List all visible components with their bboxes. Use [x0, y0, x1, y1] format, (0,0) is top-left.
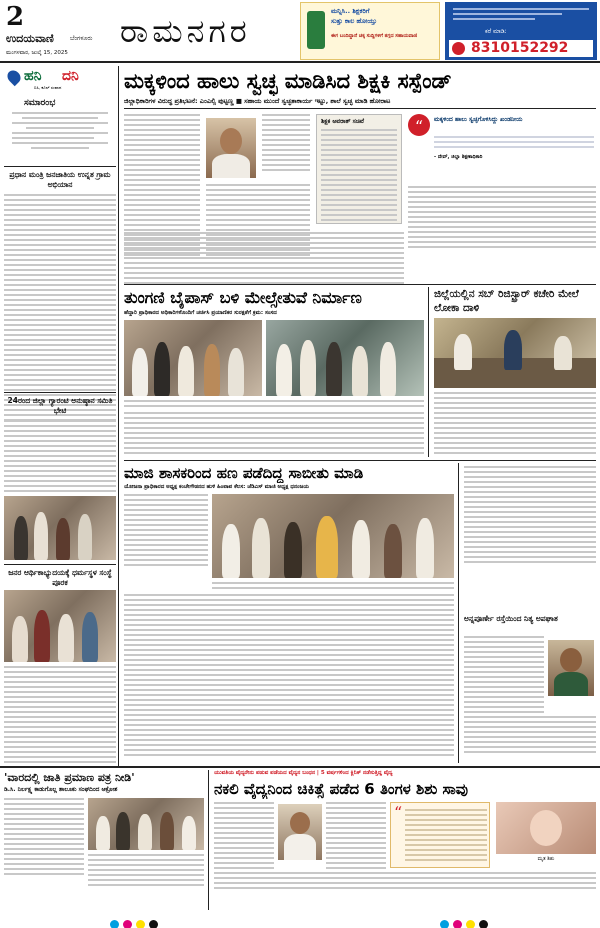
bypass-captions	[124, 400, 424, 410]
bypass-photo-2	[266, 320, 424, 396]
child-headline: ನಕಲಿ ವೈದ್ಯನಿಂದ ಚಿಕಿತ್ಸೆ ಪಡೆದ 6 ತಿಂಗಳ ಶಿಶು ಸಾವು	[214, 780, 468, 798]
caste-subhead: ಡಿ.ಸಿ. ನಿರ್ಲಕ್ಷ್ಯ ಕಾಡುಗೊಲ್ಲ ತಾಲೂಕು ಸಂಘದಿಂದ ಆಕ್ರೋಶ	[4, 786, 118, 793]
left-column	[4, 66, 116, 766]
phone-circle-icon	[452, 42, 465, 55]
bypass-body	[124, 412, 424, 457]
story3-body	[4, 666, 116, 766]
child-body-1	[214, 802, 274, 877]
nithya-headline: ಅನ್ನಪೂರ್ಣೇ ರಸ್ತೆಯಿಂದ ನಿತ್ಯ ಅಪಘಾತ	[464, 614, 558, 623]
nithya-portrait	[548, 640, 594, 696]
caste-headline: 'ವಾರದಲ್ಲಿ ಜಾತಿ ಪ್ರಮಾಣ ಪತ್ರ ನೀಡಿ'	[4, 771, 135, 784]
ad-phone-number: 8310152292	[471, 40, 569, 56]
nithya-body-2	[464, 716, 596, 756]
subregistrar-photo	[434, 318, 596, 388]
former-mla-headline: ಮಾಜಿ ಶಾಸಕರಿಂದ ಹಣ ಪಡೆದಿದ್ದ ಸಾಬೀತು ಮಾಡಿ	[124, 464, 364, 482]
lead-body-right	[408, 186, 596, 251]
quote-text: ಮಕ್ಕಳಿಂದ ಹಾಲು ಸ್ವಚ್ಛಗೊಳಿಸಿದ್ದು ಖಂಡನೀಯ	[434, 116, 523, 123]
registration-marks	[110, 914, 162, 928]
ad-call-label: ಕರೆ ಮಾಡಿ:	[485, 28, 507, 35]
former-mla-body-left	[124, 494, 208, 569]
child-body-3	[214, 872, 596, 892]
caste-body-2	[88, 854, 204, 889]
box-label: ಶಿಕ್ಷಕ ಅವರಾತ್ ಸಚಿವೆ	[321, 118, 364, 125]
caste-body-1	[4, 798, 84, 878]
ad-line-1: ಮನ್ನಿಸಿ.. ಶಿಕ್ಷಕರಿಗೆ	[331, 7, 370, 15]
quote-author: - ದೇವ್, ಜಿಲ್ಲಾ ಶಿಕ್ಷಣಾಧಿಕಾರಿ	[434, 154, 483, 160]
honey-logo	[4, 66, 116, 92]
date-line: ಮಂಗಳವಾರ, ಜುಲೈ 15, 2025	[6, 50, 68, 56]
baby-photo	[496, 802, 596, 854]
masthead	[0, 0, 600, 62]
baby-photo-caption: ಮೃತ ಶಿಶು	[537, 856, 555, 862]
ad-phone-box	[449, 40, 593, 57]
poem-lines	[12, 112, 108, 152]
paper-name: ಉದಯವಾಣಿ	[6, 32, 54, 45]
story1-body	[4, 194, 116, 424]
child-quote-box	[390, 802, 490, 868]
bypass-photo-1	[124, 320, 262, 396]
lead-body-col3	[262, 114, 310, 174]
story3-photo	[4, 590, 116, 662]
story2-body	[4, 420, 116, 495]
story2-photo	[4, 496, 116, 560]
right-ad	[445, 2, 597, 60]
nithya-body	[464, 636, 544, 716]
doctor-portrait	[278, 804, 322, 860]
honey-logo-a: ಹನಿ	[24, 68, 42, 84]
lead-subhead: ಜಿಲ್ಲಾಧಿಕಾರಿಗಳ ವಿರುದ್ಧ ಪ್ರತಿಭಟನೆ: ಎಂಎಲ್ಸಿ ಪುಟ್ಟಣ್ಣ ■ ಸಹಾಯ ಮುಂದೆ ಸ್ವಚ್ಛತಾಕಾರ್ಯ ಇಟ್ಟು, ಶಾಲೆ ಸ್ವಚ್ಛ ಮಾಡಿ ಹೋರಾಟ	[124, 97, 391, 105]
section-title: ರಾಮನಗರ	[120, 12, 251, 50]
registration-marks-right	[440, 914, 492, 928]
ad-text-lines	[453, 8, 589, 23]
lead-box	[316, 114, 402, 224]
bypass-headline: ತುಂಗಣಿ ಬೈಪಾಸ್ ಬಳಿ ಮೇಲ್ಸೇತುವೆ ನಿರ್ಮಾಣ	[124, 288, 362, 307]
subregistrar-body	[434, 392, 596, 457]
honey-logo-b: ದನಿ	[62, 68, 79, 84]
honey-subtitle: ಬಿಸಿ, ಕೂಲ್ ಸಂವಾದ	[34, 85, 62, 90]
quote-box	[408, 114, 596, 184]
story3-headline: ಜನರ ಆರ್ಥಿಕಾಭ್ಯುದಯಕ್ಕೆ ಧರ್ಮಸ್ಥಳ ಸಂಸ್ಥೆ ಪೂರಕ	[8, 568, 112, 587]
subregistrar-headline: ಜಿಲ್ಲೆಯಲ್ಲಿನ ಸಬ್ ರಿಜಿಸ್ಟ್ರಾರ್ ಕಚೇರಿ ಮೇಲೆ ಲೋಕಾ ದಾಳಿ	[434, 288, 579, 314]
center-ad	[300, 2, 440, 60]
former-mla-photo	[212, 494, 454, 578]
lead-portrait	[206, 118, 256, 178]
edition: ಬೆಂಗಳೂರು	[70, 35, 93, 42]
drop-icon	[5, 68, 23, 86]
phone-icon	[307, 11, 325, 49]
lead-headline: ಮಕ್ಕಳಿಂದ ಹಾಲು ಸ್ವಚ್ಛ ಮಾಡಿಸಿದ ಶಿಕ್ಷಕಿ ಸಸ್ಪೆಂಡ್	[124, 69, 452, 93]
caste-photo	[88, 798, 204, 850]
child-body-2	[326, 802, 386, 877]
right-column-body	[464, 466, 596, 566]
quote-mark-icon: “	[394, 803, 403, 822]
bypass-subhead: ಹೆದ್ದಾರಿ ಪ್ರಾಧಿಕಾರದ ಅಧಿಕಾರಿಗಳೊಂದಿಗೆ ಚರ್ಚಿಸಿ ಪ್ರಯಾಣಿಕರ ಸುರಕ್ಷತೆಗೆ ಕ್ರಮ: ಸಂಸದ	[124, 310, 277, 316]
child-kicker: ಯುವತಿಯ ವೈದ್ಯರೇನು ಪಡುವ ಪಡೆಯದ ವೈದ್ಯನ ಬಂಧನ | 5 ವರ್ಷಗಳಿಂದ ಕ್ಲಿನಿಕ್ ನಡೆಸುತ್ತಿದ್ದ ವೈದ್ಯ	[214, 770, 393, 776]
lead-body-bottom	[124, 232, 404, 287]
ad-line-2: ಸುತ್ತು ಕಾಲ ಹೋಯ್ತು	[331, 17, 377, 25]
former-mla-body	[124, 594, 454, 759]
former-mla-subhead: ಯೋಜನಾ ಪ್ರಾಧಿಕಾರದ ಅಧ್ಯಕ್ಷ ಕಂಚೇಗೌಡನದ ಹುಳಿ ಹಿಂಪಾಪ ಕೆಲಸ: ಜೆಡಿಎಸ್ ಮಾಜಿ ಅಧ್ಯಕ್ಷ ಧನಂಜಯ	[124, 484, 310, 490]
page-number: 2	[6, 2, 25, 32]
portrait-face	[220, 128, 242, 154]
ad-line-3: ಈಗ ಬಂದಿದ್ದಾನೆ ಚಕ್ಕ ಸುದ್ದಿಗಳಿಗೆ ತಗ್ಗದ ಸಹಾಯವಾಣಿ	[331, 33, 418, 39]
former-mla-caption	[212, 582, 454, 592]
story2-headline: 24ರಂದ ಜಿಲ್ಲಾ ಗ್ಯಾರಂಟಿ ಅನುಷ್ಠಾನ ಸಮಿತಿ ಭೇಟಿ	[7, 396, 113, 415]
quote-icon: “	[408, 114, 430, 136]
story1-headline: ಪ್ರಧಾನ ಮಂತ್ರಿ ಜನಜಾತಿಯ ಉನ್ನತ ಗ್ರಾಮ ಅಭಿಯಾನ	[9, 170, 111, 189]
box-title: ಸಮಾರಂಭ	[24, 98, 56, 108]
